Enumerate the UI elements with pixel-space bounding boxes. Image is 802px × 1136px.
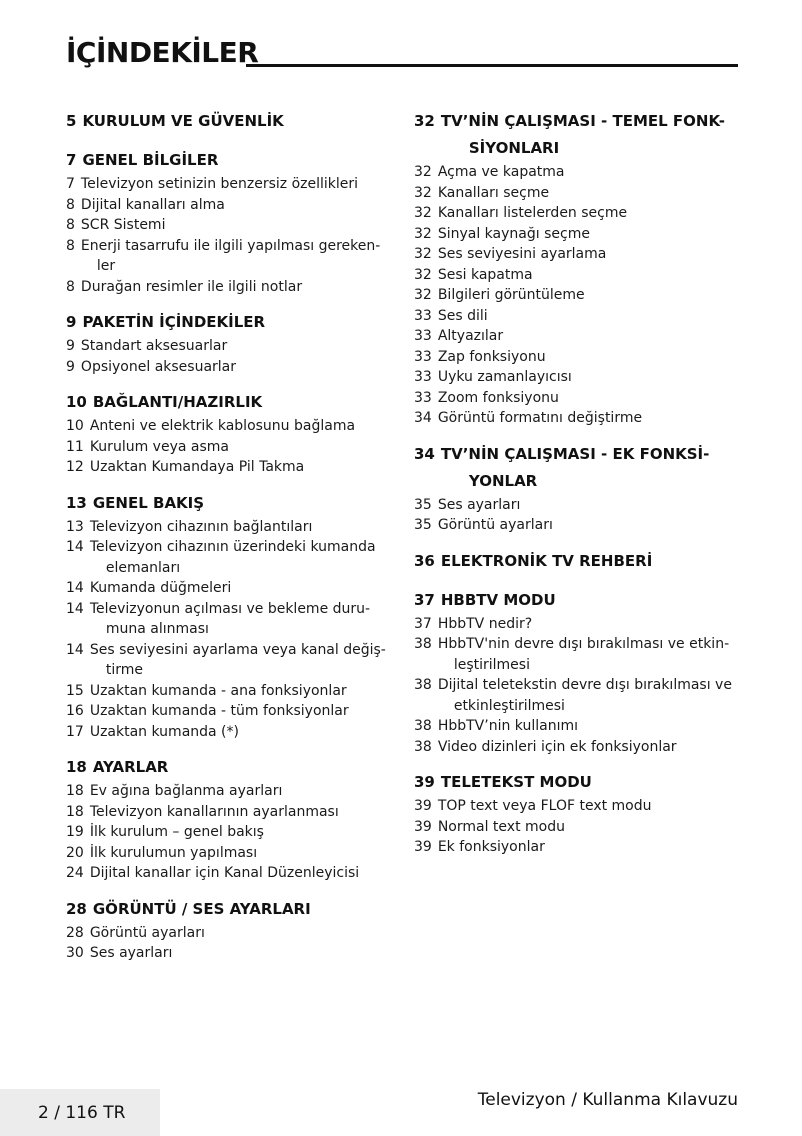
entry-title	[90, 578, 386, 599]
entry-title-line: Televizyon kanallarının ayarlanması	[89, 803, 339, 820]
toc-entry[interactable]	[66, 923, 386, 944]
entry-title	[90, 599, 386, 640]
section-page-number: 34	[414, 444, 435, 463]
section-title	[441, 769, 744, 796]
entry-title-line: Uzaktan kumanda - ana fonksiyonlar	[89, 682, 347, 699]
entry-title	[438, 837, 744, 858]
section-title	[82, 309, 386, 336]
toc-entry[interactable]	[66, 457, 386, 478]
entry-title-line: Görüntü ayarları	[437, 517, 553, 533]
entry-page-number: 10	[66, 418, 84, 434]
entry-title-line: ler	[96, 258, 116, 274]
toc-entry[interactable]	[66, 336, 386, 357]
section-title-line: PAKETİN İÇİNDEKİLER	[82, 313, 266, 331]
toc-entry[interactable]	[414, 675, 744, 716]
toc-entry[interactable]	[414, 183, 744, 204]
entry-page-number: 28	[66, 924, 84, 941]
toc-entry[interactable]	[66, 578, 386, 599]
section-title-line: GÖRÜNTÜ / SES AYARLARI	[92, 899, 311, 918]
entry-title	[438, 224, 744, 245]
toc-entry[interactable]	[414, 244, 744, 265]
toc-entry[interactable]	[66, 437, 386, 458]
toc-entry[interactable]	[414, 796, 744, 817]
toc-entry[interactable]	[414, 162, 744, 183]
entry-page-number: 11	[66, 438, 84, 455]
toc-section	[66, 108, 386, 135]
toc-entry[interactable]	[66, 599, 386, 640]
toc-entry[interactable]	[414, 326, 744, 347]
entry-title	[90, 681, 386, 702]
toc-entry[interactable]	[414, 737, 744, 758]
entry-page-number: 14	[66, 641, 84, 658]
entry-title	[438, 244, 744, 265]
section-title	[441, 587, 744, 614]
entry-title-line: TOP text veya FLOF text modu	[437, 798, 652, 814]
toc-entry[interactable]	[414, 817, 744, 838]
section-heading[interactable]	[66, 147, 386, 174]
entry-title-line: etkinleştirilmesi	[453, 697, 565, 714]
entry-page-number: 24	[66, 865, 84, 881]
toc-entry[interactable]	[66, 195, 386, 216]
toc-entry[interactable]	[66, 943, 386, 964]
entry-page-number: 38	[414, 718, 432, 734]
entry-page-number: 30	[66, 945, 84, 961]
entry-page-number: 32	[414, 246, 432, 262]
entry-page-number: 8	[66, 196, 75, 213]
entry-title	[90, 701, 386, 722]
toc-entry[interactable]	[414, 634, 744, 675]
toc-entry[interactable]	[414, 224, 744, 245]
entry-page-number: 9	[66, 338, 75, 354]
section-page-number: 32	[414, 112, 435, 130]
entry-page-number: 33	[414, 307, 432, 324]
section-title-line: TV’NİN ÇALIŞMASI - EK FONKSİ-	[440, 444, 710, 463]
section-page-number: 39	[414, 773, 435, 791]
entry-page-number: 14	[66, 580, 84, 596]
entry-title	[81, 195, 386, 216]
entry-title-line: HbbTV'nin devre dışı bırakılması ve etkin-	[437, 636, 730, 652]
section-title	[441, 441, 744, 495]
toc-entry[interactable]	[414, 515, 744, 536]
entry-title	[438, 162, 744, 183]
entry-title	[438, 796, 744, 817]
entry-title-line: Televizyon cihazının bağlantıları	[89, 518, 313, 535]
entry-title-line: Dijital teletekstin devre dışı bırakılması ve	[437, 677, 732, 693]
entry-title-line: İlk kurulumun yapılması	[89, 844, 258, 861]
entry-page-number: 8	[66, 278, 75, 295]
entry-title	[90, 843, 386, 864]
section-title-line: AYARLAR	[92, 758, 169, 776]
toc-entry-list	[66, 174, 386, 297]
toc-entry[interactable]	[66, 517, 386, 538]
entry-page-number: 16	[66, 703, 84, 719]
section-title-line: HBBTV MODU	[440, 590, 556, 609]
section-title-line: BAĞLANTI/HAZIRLIK	[92, 393, 263, 411]
toc-entry[interactable]	[66, 822, 386, 843]
entry-title-line: SCR Sistemi	[80, 217, 166, 233]
entry-page-number: 39	[414, 839, 432, 855]
section-title-line: GENEL BAKIŞ	[92, 493, 205, 512]
section-title	[93, 896, 386, 923]
entry-title	[438, 388, 744, 409]
entry-title-line: Uyku zamanlayıcısı	[437, 369, 572, 385]
toc-entry[interactable]	[66, 722, 386, 743]
entry-title-line: tirme	[105, 662, 143, 678]
entry-title-line: Standart aksesuarlar	[80, 338, 228, 354]
toc-entry[interactable]	[66, 277, 386, 298]
entry-page-number: 15	[66, 682, 84, 699]
entry-title	[438, 183, 744, 204]
toc-entry[interactable]	[414, 306, 744, 327]
entry-page-number: 20	[66, 844, 84, 861]
toc-entry-list	[414, 796, 744, 858]
entry-title	[81, 357, 386, 378]
toc-entry[interactable]	[66, 701, 386, 722]
toc-column-left	[66, 108, 386, 964]
section-heading[interactable]	[414, 441, 744, 495]
entry-title-line: Kanalları seçme	[437, 184, 550, 201]
entry-title-line: Uzaktan kumanda - tüm fonksiyonlar	[89, 703, 349, 719]
entry-page-number: 38	[414, 677, 432, 693]
section-title	[82, 147, 386, 174]
section-heading[interactable]	[66, 490, 386, 517]
entry-page-number: 38	[414, 636, 432, 652]
section-title-line: YONLAR	[468, 471, 538, 490]
toc-entry-list	[66, 517, 386, 743]
entry-page-number: 34	[414, 410, 432, 426]
section-page-number: 37	[414, 590, 435, 609]
entry-page-number: 33	[414, 389, 432, 406]
entry-title-line: İlk kurulum – genel bakış	[89, 824, 264, 840]
entry-title	[90, 416, 386, 437]
section-title-line: SİYONLARI	[468, 139, 560, 157]
section-page-number: 10	[66, 393, 87, 411]
entry-title-line: Uzaktan kumanda (*)	[89, 723, 239, 740]
entry-title	[81, 236, 386, 277]
entry-title	[438, 634, 744, 675]
entry-title	[81, 336, 386, 357]
toc-section	[414, 441, 744, 536]
entry-title	[438, 716, 744, 737]
toc-entry[interactable]	[414, 285, 744, 306]
toc-entry[interactable]	[414, 388, 744, 409]
entry-title	[90, 517, 386, 538]
section-title-line: KURULUM VE GÜVENLİK	[82, 112, 284, 130]
toc-section	[414, 548, 744, 575]
section-title	[93, 754, 386, 781]
entry-page-number: 14	[66, 539, 84, 555]
toc-section	[66, 389, 386, 478]
toc-entry-list	[414, 495, 744, 536]
entry-title-line: Ses seviyesini ayarlama	[437, 246, 607, 262]
entry-page-number: 9	[66, 358, 75, 375]
section-heading[interactable]	[414, 769, 744, 796]
entry-page-number: 32	[414, 184, 432, 201]
entry-title	[81, 174, 386, 195]
entry-title	[438, 737, 744, 758]
footer-page-box	[0, 1089, 160, 1136]
section-heading[interactable]	[414, 548, 744, 575]
toc-section	[66, 147, 386, 297]
entry-title	[90, 781, 386, 802]
toc-entry[interactable]	[66, 357, 386, 378]
entry-title	[90, 923, 386, 944]
entry-title	[438, 675, 744, 716]
toc-section	[414, 108, 744, 429]
entry-title-line: Normal text modu	[437, 818, 565, 835]
entry-title-line: muna alınması	[105, 621, 209, 637]
toc-entry[interactable]	[414, 203, 744, 224]
entry-page-number: 38	[414, 738, 432, 755]
toc-entry[interactable]	[66, 416, 386, 437]
toc-entry-list	[66, 416, 386, 478]
entry-page-number: 18	[66, 783, 84, 799]
section-heading[interactable]	[66, 754, 386, 781]
entry-title-line: Görüntü ayarları	[89, 924, 205, 941]
entry-title	[438, 367, 744, 388]
entry-title	[90, 863, 386, 884]
section-heading[interactable]	[66, 309, 386, 336]
toc-entry[interactable]	[414, 367, 744, 388]
section-page-number: 5	[66, 112, 77, 130]
entry-page-number: 32	[414, 205, 432, 221]
entry-title	[438, 285, 744, 306]
toc-entry[interactable]	[66, 781, 386, 802]
entry-title	[90, 822, 386, 843]
entry-page-number: 13	[66, 518, 84, 535]
entry-title	[438, 326, 744, 347]
entry-page-number: 32	[414, 164, 432, 180]
toc-entry-list	[414, 614, 744, 758]
entry-page-number: 17	[66, 723, 84, 740]
toc-section	[66, 490, 386, 743]
entry-title	[90, 802, 386, 823]
entry-title	[438, 408, 744, 429]
entry-title-line: Altyazılar	[437, 328, 504, 344]
section-title	[93, 389, 386, 416]
entry-title	[90, 722, 386, 743]
entry-title-line: HbbTV nedir?	[437, 615, 533, 632]
toc-entry[interactable]	[66, 236, 386, 277]
entry-page-number: 37	[414, 615, 432, 632]
toc-entry[interactable]	[66, 640, 386, 681]
page-title: İÇİNDEKİLER	[66, 36, 259, 69]
entry-title	[90, 437, 386, 458]
entry-page-number: 8	[66, 237, 75, 254]
entry-title-line: Televizyon cihazının üzerindeki kumanda	[89, 539, 376, 555]
toc-entry[interactable]	[414, 614, 744, 635]
toc-entry[interactable]	[66, 537, 386, 578]
entry-title-line: Zoom fonksiyonu	[437, 389, 559, 406]
entry-page-number: 33	[414, 348, 432, 365]
toc-entry[interactable]	[414, 837, 744, 858]
entry-title-line: Durağan resimler ile ilgili notlar	[80, 278, 303, 295]
entry-title-line: leştirilmesi	[453, 656, 530, 673]
section-title	[441, 108, 744, 162]
toc-entry[interactable]	[414, 495, 744, 516]
entry-page-number: 33	[414, 369, 432, 385]
toc-section	[414, 587, 744, 758]
entry-page-number: 18	[66, 803, 84, 820]
toc-section	[66, 754, 386, 884]
section-heading[interactable]	[414, 108, 744, 162]
toc-entry-list	[414, 162, 744, 429]
toc-entry[interactable]	[66, 843, 386, 864]
footer-doc-title: Televizyon / Kullanma Kılavuzu	[477, 1090, 738, 1110]
entry-title-line: Ek fonksiyonlar	[437, 839, 545, 855]
toc-entry-list	[66, 336, 386, 377]
entry-page-number: 33	[414, 328, 432, 344]
entry-title-line: Ev ağına bağlanma ayarları	[89, 783, 283, 799]
section-title	[441, 548, 744, 575]
toc-entry[interactable]	[414, 408, 744, 429]
toc-entry[interactable]	[66, 681, 386, 702]
entry-title	[90, 457, 386, 478]
entry-title-line: elemanları	[105, 559, 181, 576]
entry-title-line: Sesi kapatma	[437, 266, 533, 283]
entry-title	[438, 515, 744, 536]
entry-page-number: 7	[66, 176, 75, 192]
entry-title-line: Dijital kanallar için Kanal Düzenleyicisi	[89, 865, 360, 881]
entry-title	[81, 277, 386, 298]
entry-title	[438, 265, 744, 286]
entry-title	[438, 495, 744, 516]
entry-title-line: Kurulum veya asma	[89, 438, 229, 455]
toc-section	[66, 896, 386, 964]
entry-title-line: Kumanda düğmeleri	[89, 580, 232, 596]
toc-entry[interactable]	[414, 265, 744, 286]
entry-title	[90, 640, 386, 681]
entry-title	[90, 943, 386, 964]
entry-title-line: HbbTV’nin kullanımı	[437, 718, 578, 734]
toc-entry[interactable]	[414, 716, 744, 737]
section-page-number: 28	[66, 899, 87, 918]
section-title-line: GENEL BİLGİLER	[82, 151, 219, 169]
header-rule	[246, 64, 738, 67]
entry-title	[438, 306, 744, 327]
entry-title-line: Video dizinleri için ek fonksiyonlar	[437, 738, 677, 755]
section-title-line: ELEKTRONİK TV REHBERİ	[440, 551, 653, 570]
entry-title-line: Anteni ve elektrik kablosunu bağlama	[89, 418, 356, 434]
section-page-number: 13	[66, 493, 87, 512]
entry-title-line: Ses ayarları	[437, 496, 521, 513]
entry-page-number: 19	[66, 824, 84, 840]
toc-entry-list	[66, 923, 386, 964]
section-page-number: 36	[414, 551, 435, 570]
entry-title-line: Zap fonksiyonu	[437, 348, 546, 365]
entry-title	[438, 817, 744, 838]
toc-section	[414, 769, 744, 858]
entry-page-number: 12	[66, 459, 84, 475]
entry-page-number: 35	[414, 496, 432, 513]
section-heading[interactable]	[414, 587, 744, 614]
toc-entry-list	[66, 781, 386, 884]
section-page-number: 18	[66, 758, 87, 776]
entry-page-number: 32	[414, 266, 432, 283]
section-title	[82, 108, 386, 135]
entry-page-number: 32	[414, 287, 432, 303]
section-title	[93, 490, 386, 517]
entry-title-line: Kanalları listelerden seçme	[437, 205, 628, 221]
entry-title-line: Sinyal kaynağı seçme	[437, 225, 590, 242]
toc-entry[interactable]	[66, 174, 386, 195]
entry-page-number: 39	[414, 818, 432, 835]
entry-title-line: Açma ve kapatma	[437, 164, 565, 180]
section-title-line: TV’NİN ÇALIŞMASI - TEMEL FONK-	[440, 112, 726, 130]
entry-page-number: 32	[414, 225, 432, 242]
entry-page-number: 39	[414, 798, 432, 814]
entry-title-line: Televizyonun açılması ve bekleme duru-	[89, 600, 371, 617]
entry-title-line: Uzaktan Kumandaya Pil Takma	[89, 459, 305, 475]
entry-title-line: Ses dili	[437, 307, 488, 324]
entry-title	[438, 347, 744, 368]
entry-title-line: Opsiyonel aksesuarlar	[80, 358, 237, 375]
entry-title-line: Televizyon setinizin benzersiz özellikleri	[80, 176, 359, 192]
entry-title-line: Ses seviyesini ayarlama veya kanal değiş-	[89, 641, 386, 658]
section-title-line: TELETEKST MODU	[440, 773, 592, 791]
section-page-number: 9	[66, 313, 77, 331]
entry-page-number: 8	[66, 217, 75, 233]
entry-title	[90, 537, 386, 578]
entry-title-line: Bilgileri görüntüleme	[437, 287, 585, 303]
entry-title-line: Görüntü formatını değiştirme	[437, 410, 643, 426]
toc-entry[interactable]	[66, 863, 386, 884]
entry-title	[438, 203, 744, 224]
section-heading[interactable]	[66, 108, 386, 135]
entry-title	[81, 215, 386, 236]
entry-title-line: Enerji tasarrufu ile ilgili yapılması gereken-	[80, 237, 381, 254]
page-header	[66, 36, 738, 76]
entry-page-number: 35	[414, 517, 432, 533]
toc-entry[interactable]	[66, 215, 386, 236]
section-heading[interactable]	[66, 389, 386, 416]
entry-title	[438, 614, 744, 635]
toc-section	[66, 309, 386, 377]
entry-title-line: Dijital kanalları alma	[80, 196, 225, 213]
entry-page-number: 14	[66, 600, 84, 617]
entry-title-line: Ses ayarları	[89, 945, 173, 961]
section-page-number: 7	[66, 151, 77, 169]
toc-column-right	[414, 108, 744, 858]
page-number: 2 / 116 TR	[38, 1103, 126, 1123]
toc-entry[interactable]	[414, 347, 744, 368]
section-heading[interactable]	[66, 896, 386, 923]
toc-entry[interactable]	[66, 802, 386, 823]
